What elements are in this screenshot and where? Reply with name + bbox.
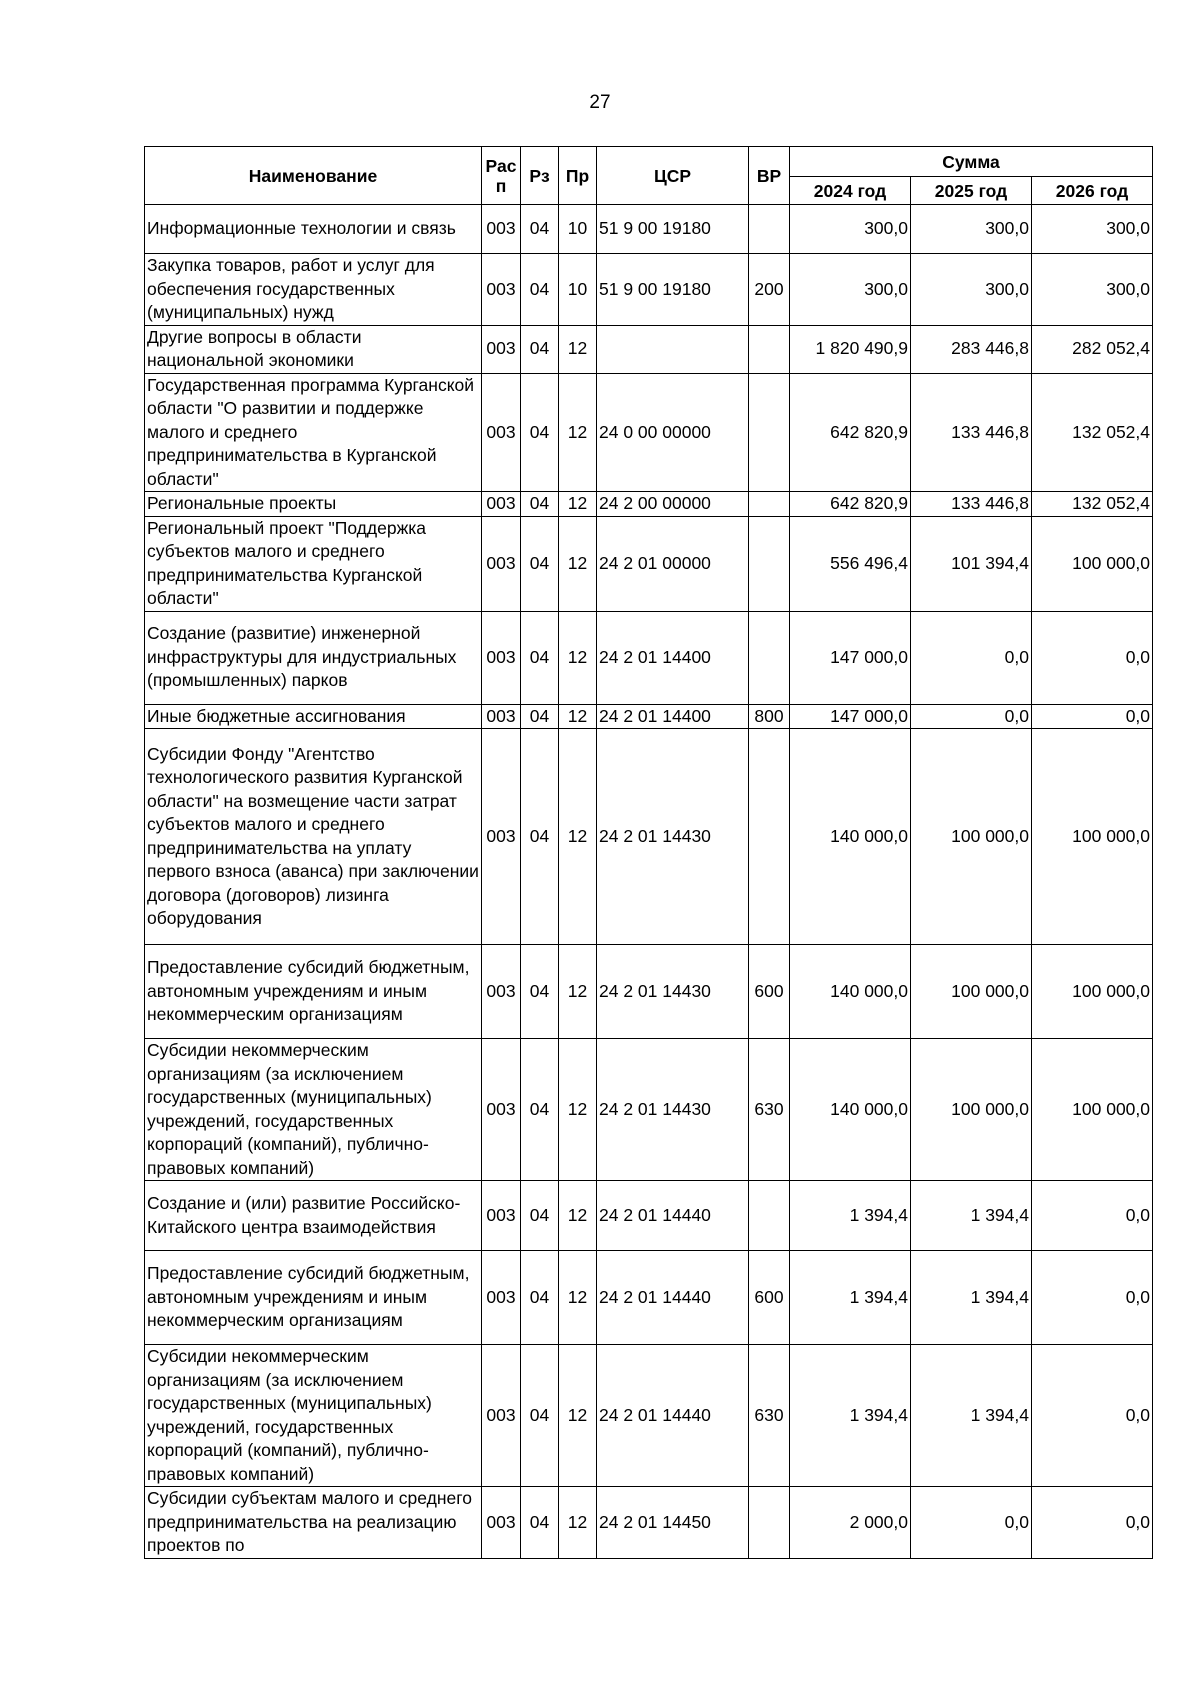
cell-rasp: 003: [482, 1345, 521, 1487]
cell-2024: 1 820 490,9: [790, 325, 911, 373]
cell-pr: 12: [559, 1251, 597, 1345]
cell-pr: 12: [559, 611, 597, 704]
header-pr: Пр: [559, 147, 597, 205]
header-2026: 2026 год: [1032, 177, 1153, 205]
cell-csr: 24 2 01 14400: [597, 611, 749, 704]
cell-vr: 630: [749, 1039, 790, 1181]
cell-vr: [749, 1487, 790, 1559]
cell-pr: 12: [559, 1039, 597, 1181]
cell-rz: 04: [521, 492, 559, 517]
cell-rasp: 003: [482, 254, 521, 326]
cell-2024: 147 000,0: [790, 704, 911, 729]
cell-csr: 24 2 01 14440: [597, 1345, 749, 1487]
cell-2026: 300,0: [1032, 205, 1153, 254]
cell-rasp: 003: [482, 373, 521, 492]
cell-2024: 140 000,0: [790, 1039, 911, 1181]
cell-csr: 51 9 00 19180: [597, 205, 749, 254]
cell-rz: 04: [521, 516, 559, 611]
table-row: [145, 373, 1153, 492]
cell-2026: 0,0: [1032, 1181, 1153, 1251]
cell-2025: 300,0: [911, 205, 1032, 254]
cell-name: Субсидии некоммерческим организациям (за исключением государственных (муниципальных) учреждений, государственных корпораций (компаний), публично-правовых компаний): [145, 1345, 482, 1487]
table-row: [145, 205, 1153, 254]
cell-2025: 1 394,4: [911, 1345, 1032, 1487]
cell-vr: [749, 611, 790, 704]
cell-2024: 1 394,4: [790, 1251, 911, 1345]
cell-rasp: 003: [482, 492, 521, 517]
header-2025: 2025 год: [911, 177, 1032, 205]
cell-csr: 24 2 01 14400: [597, 704, 749, 729]
cell-pr: 12: [559, 516, 597, 611]
cell-name: Создание (развитие) инженерной инфраструктуры для индустриальных (промышленных) парков: [145, 611, 482, 704]
cell-rz: 04: [521, 1181, 559, 1251]
header-rasp-line2: п: [495, 175, 507, 196]
cell-pr: 12: [559, 325, 597, 373]
cell-vr: [749, 325, 790, 373]
cell-2024: 140 000,0: [790, 945, 911, 1039]
table-row: [145, 1251, 1153, 1345]
table-row: [145, 254, 1153, 326]
cell-rasp: 003: [482, 325, 521, 373]
cell-name: Субсидии Фонду "Агентство технологического развития Курганской области" на возмещение части затрат субъектов малого и среднего предпринимательства на уплату первого взноса (аванса) при заключении договора (договоров) лизинга оборудования: [145, 729, 482, 945]
cell-2025: 0,0: [911, 1487, 1032, 1559]
cell-name: Региональный проект "Поддержка субъектов малого и среднего предпринимательства Курганской области": [145, 516, 482, 611]
cell-name: Предоставление субсидий бюджетным, автономным учреждениям и иным некоммерческим организациям: [145, 1251, 482, 1345]
cell-2025: 1 394,4: [911, 1251, 1032, 1345]
cell-pr: 12: [559, 704, 597, 729]
cell-2025: 300,0: [911, 254, 1032, 326]
cell-2026: 0,0: [1032, 1251, 1153, 1345]
cell-2024: 140 000,0: [790, 729, 911, 945]
cell-rz: 04: [521, 373, 559, 492]
cell-vr: [749, 516, 790, 611]
cell-csr: 24 0 00 00000: [597, 373, 749, 492]
cell-name: Иные бюджетные ассигнования: [145, 704, 482, 729]
cell-pr: 12: [559, 1181, 597, 1251]
cell-csr: 24 2 01 14430: [597, 945, 749, 1039]
cell-csr: 24 2 01 00000: [597, 516, 749, 611]
table-body: [145, 205, 1153, 1559]
table-row: [145, 611, 1153, 704]
cell-2024: 1 394,4: [790, 1181, 911, 1251]
cell-rasp: 003: [482, 611, 521, 704]
cell-2025: 133 446,8: [911, 373, 1032, 492]
cell-vr: 200: [749, 254, 790, 326]
cell-2025: 100 000,0: [911, 945, 1032, 1039]
cell-csr: 24 2 00 00000: [597, 492, 749, 517]
cell-rz: 04: [521, 611, 559, 704]
table-row: [145, 516, 1153, 611]
cell-rz: 04: [521, 729, 559, 945]
cell-vr: 600: [749, 945, 790, 1039]
header-2024: 2024 год: [790, 177, 911, 205]
cell-csr: 24 2 01 14440: [597, 1251, 749, 1345]
header-vr: ВР: [749, 147, 790, 205]
cell-rasp: 003: [482, 205, 521, 254]
cell-rz: 04: [521, 254, 559, 326]
cell-csr: [597, 325, 749, 373]
cell-rasp: 003: [482, 516, 521, 611]
cell-pr: 12: [559, 1345, 597, 1487]
cell-2026: 0,0: [1032, 611, 1153, 704]
header-rasp-line1: Рас: [485, 155, 517, 176]
cell-2026: 282 052,4: [1032, 325, 1153, 373]
cell-vr: [749, 373, 790, 492]
cell-pr: 10: [559, 254, 597, 326]
cell-rz: 04: [521, 205, 559, 254]
cell-csr: 24 2 01 14450: [597, 1487, 749, 1559]
cell-rz: 04: [521, 1345, 559, 1487]
cell-vr: 600: [749, 1251, 790, 1345]
cell-2026: 0,0: [1032, 1487, 1153, 1559]
cell-2025: 101 394,4: [911, 516, 1032, 611]
header-csr: ЦСР: [597, 147, 749, 205]
cell-2026: 100 000,0: [1032, 516, 1153, 611]
table-row: [145, 1181, 1153, 1251]
cell-name: Закупка товаров, работ и услуг для обеспечения государственных (муниципальных) нужд: [145, 254, 482, 326]
cell-2025: 133 446,8: [911, 492, 1032, 517]
cell-csr: 24 2 01 14440: [597, 1181, 749, 1251]
table-row: [145, 704, 1153, 729]
cell-vr: [749, 1181, 790, 1251]
cell-csr: 24 2 01 14430: [597, 1039, 749, 1181]
table-row: [145, 729, 1153, 945]
budget-table: [144, 146, 1153, 1559]
cell-2025: 0,0: [911, 704, 1032, 729]
table-row: [145, 945, 1153, 1039]
cell-pr: 12: [559, 1487, 597, 1559]
cell-name: Региональные проекты: [145, 492, 482, 517]
cell-name: Информационные технологии и связь: [145, 205, 482, 254]
cell-2024: 556 496,4: [790, 516, 911, 611]
cell-rasp: 003: [482, 1039, 521, 1181]
cell-2025: 1 394,4: [911, 1181, 1032, 1251]
cell-csr: 51 9 00 19180: [597, 254, 749, 326]
table-row: [145, 1487, 1153, 1559]
cell-2024: 300,0: [790, 254, 911, 326]
cell-2025: 100 000,0: [911, 1039, 1032, 1181]
cell-pr: 12: [559, 373, 597, 492]
cell-vr: 800: [749, 704, 790, 729]
cell-2026: 132 052,4: [1032, 492, 1153, 517]
page-number: 27: [589, 92, 611, 113]
cell-2024: 1 394,4: [790, 1345, 911, 1487]
cell-pr: 12: [559, 945, 597, 1039]
cell-name: Предоставление субсидий бюджетным, автономным учреждениям и иным некоммерческим организациям: [145, 945, 482, 1039]
cell-pr: 10: [559, 205, 597, 254]
table-row: [145, 325, 1153, 373]
cell-2025: 283 446,8: [911, 325, 1032, 373]
cell-rz: 04: [521, 945, 559, 1039]
cell-pr: 12: [559, 729, 597, 945]
cell-vr: [749, 492, 790, 517]
cell-2026: 300,0: [1032, 254, 1153, 326]
cell-vr: 630: [749, 1345, 790, 1487]
cell-rasp: 003: [482, 945, 521, 1039]
cell-2026: 132 052,4: [1032, 373, 1153, 492]
cell-rz: 04: [521, 1251, 559, 1345]
cell-name: Субсидии некоммерческим организациям (за исключением государственных (муниципальных) учреждений, государственных корпораций (компаний), публично-правовых компаний): [145, 1039, 482, 1181]
cell-rasp: 003: [482, 1487, 521, 1559]
table-row: [145, 492, 1153, 517]
cell-rz: 04: [521, 1039, 559, 1181]
cell-2025: 0,0: [911, 611, 1032, 704]
header-rz: Рз: [521, 147, 559, 205]
cell-2024: 642 820,9: [790, 492, 911, 517]
cell-rz: 04: [521, 325, 559, 373]
cell-rasp: 003: [482, 1181, 521, 1251]
table-row: [145, 1039, 1153, 1181]
cell-vr: [749, 729, 790, 945]
cell-2025: 100 000,0: [911, 729, 1032, 945]
cell-2026: 0,0: [1032, 704, 1153, 729]
cell-name: Другие вопросы в области национальной экономики: [145, 325, 482, 373]
cell-rasp: 003: [482, 704, 521, 729]
cell-pr: 12: [559, 492, 597, 517]
cell-rasp: 003: [482, 729, 521, 945]
header-sum: Сумма: [790, 147, 1153, 177]
cell-name: Субсидии субъектам малого и среднего предпринимательства на реализацию проектов по: [145, 1487, 482, 1559]
cell-2026: 100 000,0: [1032, 945, 1153, 1039]
cell-csr: 24 2 01 14430: [597, 729, 749, 945]
cell-rz: 04: [521, 1487, 559, 1559]
cell-name: Создание и (или) развитие Российско-Китайского центра взаимодействия: [145, 1181, 482, 1251]
cell-2024: 300,0: [790, 205, 911, 254]
cell-2026: 0,0: [1032, 1345, 1153, 1487]
cell-2024: 147 000,0: [790, 611, 911, 704]
cell-2026: 100 000,0: [1032, 1039, 1153, 1181]
cell-vr: [749, 205, 790, 254]
header-name: Наименование: [145, 147, 482, 205]
cell-2024: 2 000,0: [790, 1487, 911, 1559]
cell-rasp: 003: [482, 1251, 521, 1345]
header-rasp: [482, 147, 521, 205]
cell-rz: 04: [521, 704, 559, 729]
cell-2026: 100 000,0: [1032, 729, 1153, 945]
cell-2024: 642 820,9: [790, 373, 911, 492]
cell-name: Государственная программа Курганской области "О развитии и поддержке малого и среднего предпринимательства в Курганской области": [145, 373, 482, 492]
table-row: [145, 1345, 1153, 1487]
